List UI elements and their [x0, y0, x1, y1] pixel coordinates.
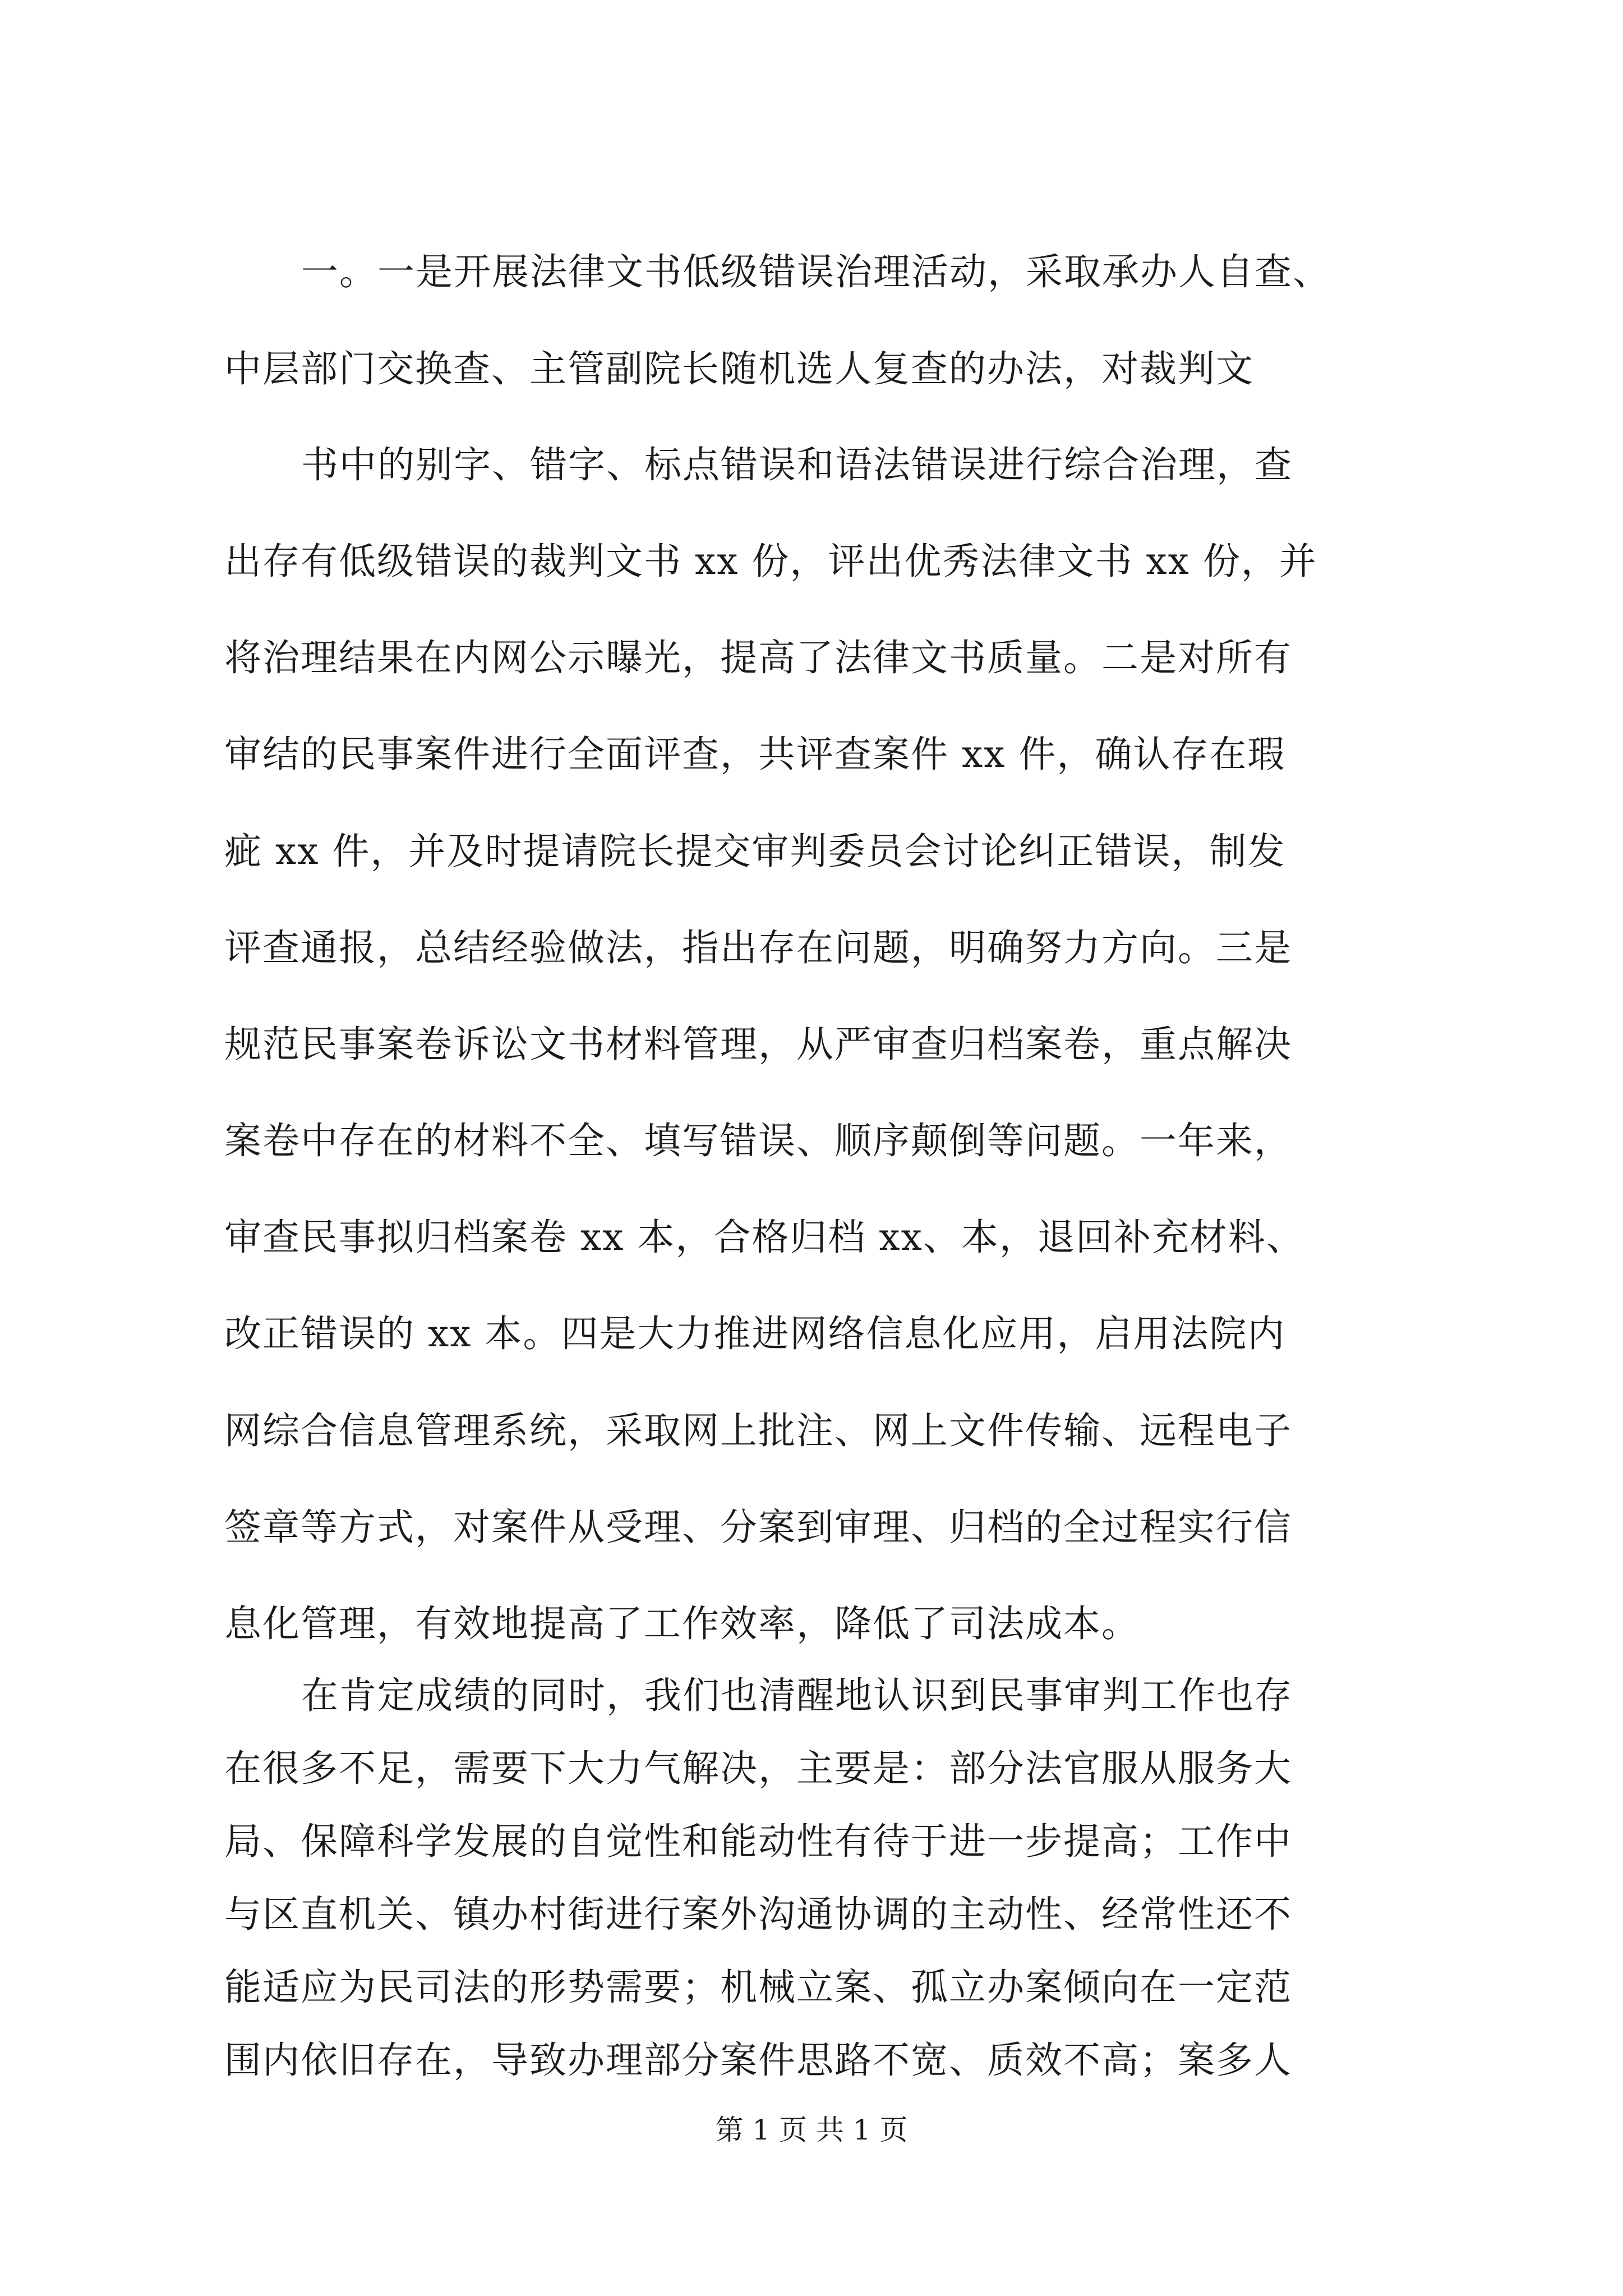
text-line: 规范民事案卷诉讼文书材料管理，从严审查归档案卷，重点解决	[224, 1023, 1292, 1066]
text-line: 将治理结果在内网公示曝光，提高了法律文书质量。二是对所有	[224, 636, 1292, 679]
text-line: 在肯定成绩的同时，我们也清醒地认识到民事审判工作也存	[301, 1674, 1293, 1717]
text-line: 局、保障科学发展的自觉性和能动性有待于进一步提高；工作中	[224, 1820, 1292, 1863]
text-line: 中层部门交换查、主管副院长随机选人复查的办法，对裁判文	[224, 347, 1254, 390]
text-line: 一。一是开展法律文书低级错误治理活动，采取承办人自查、	[301, 250, 1331, 293]
text-line: 在很多不足，需要下大力气解决，主要是：部分法官服从服务大	[224, 1747, 1292, 1790]
text-line: 疵 xx 件，并及时提请院长提交审判委员会讨论纠正错误，制发	[224, 830, 1286, 873]
text-line: 书中的别字、错字、标点错误和语法错误进行综合治理，查	[301, 443, 1293, 486]
text-line: 案卷中存在的材料不全、填写错误、顺序颠倒等问题。一年来，	[224, 1119, 1292, 1162]
text-line: 审结的民事案件进行全面评查，共评查案件 xx 件，确认存在瑕	[224, 733, 1286, 776]
text-line: 围内依旧存在，导致办理部分案件思路不宽、质效不高；案多人	[224, 2039, 1292, 2082]
text-line: 能适应为民司法的形势需要；机械立案、孤立办案倾向在一定范	[224, 1966, 1292, 2009]
text-line: 评查通报，总结经验做法，指出存在问题，明确努力方向。三是	[224, 926, 1292, 969]
text-line: 签章等方式，对案件从受理、分案到审理、归档的全过程实行信	[224, 1506, 1292, 1549]
text-line: 出存有低级错误的裁判文书 xx 份，评出优秀法律文书 xx 份，并	[224, 540, 1317, 583]
text-line: 息化管理，有效地提高了工作效率，降低了司法成本。	[224, 1602, 1140, 1645]
page-footer: 第 1 页 共 1 页	[715, 2114, 908, 2146]
text-line: 网综合信息管理系统，采取网上批注、网上文件传输、远程电子	[224, 1409, 1292, 1452]
text-line: 改正错误的 xx 本。四是大力推进网络信息化应用，启用法院内	[224, 1312, 1286, 1355]
text-line: 与区直机关、镇办村街进行案外沟通协调的主动性、经常性还不	[224, 1893, 1292, 1936]
text-line: 审查民事拟归档案卷 xx 本，合格归档 xx、本，退回补充材料、	[224, 1216, 1304, 1259]
